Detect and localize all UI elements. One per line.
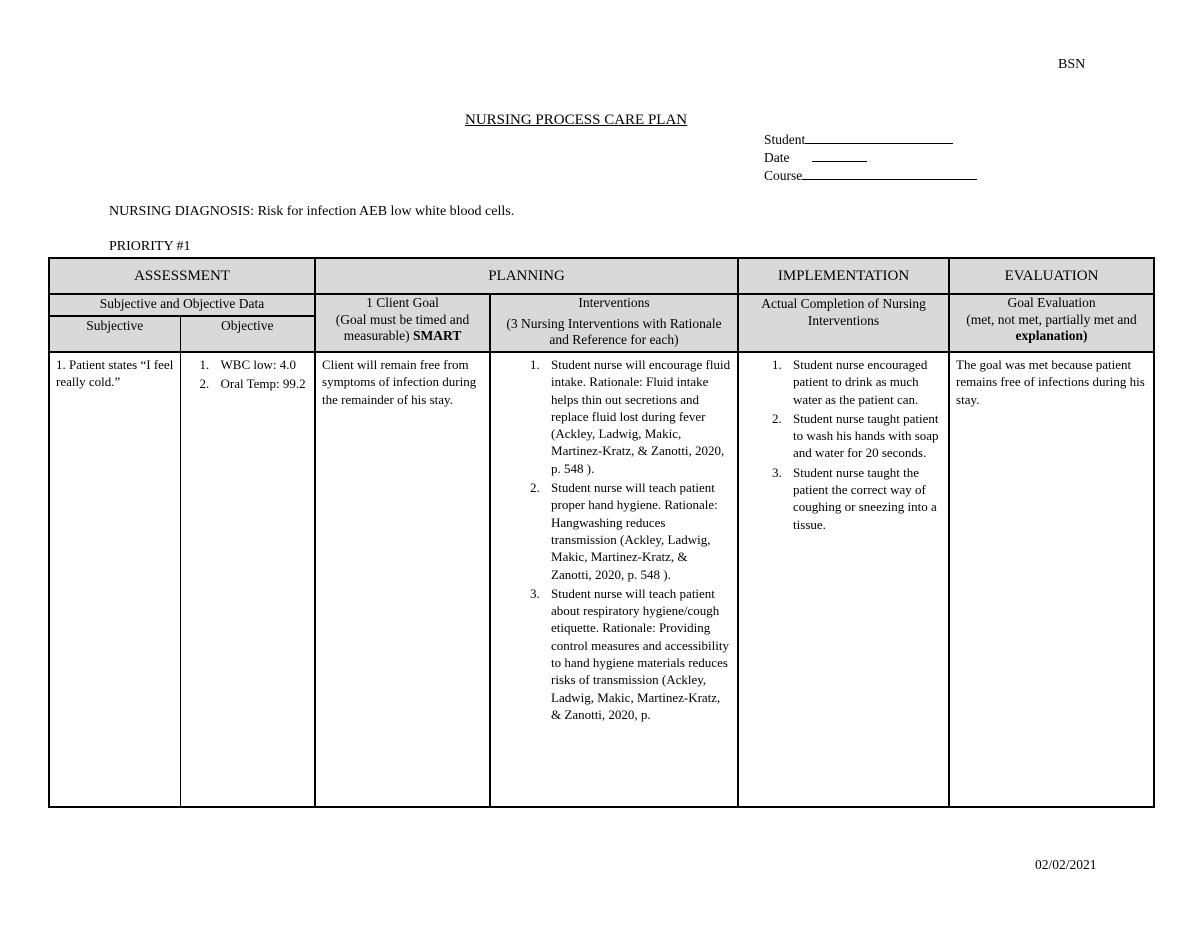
care-plan-table [48,257,1155,808]
objective-header: Objective [180,316,315,352]
implementation-item: 2. Student nurse taught patient to wash his hands with soap and water for 20 seconds. [785,410,942,462]
student-blank[interactable] [805,131,953,144]
evaluation-header: EVALUATION [949,258,1154,294]
intervention-item: 2. Student nurse will teach patient proper hand hygiene. Rationale: Hangwashing reduces transmission (Ackley, Ladwig, Makic, Martinez-Kratz, & Zanotti, 2020, p. 548 ). [543,479,731,583]
student-label: Student [764,132,806,147]
interventions-title: Interventions [578,295,650,310]
goal-cell: Client will remain free from symptoms of infection during the remainder of his stay. [315,352,490,807]
implementation-header: IMPLEMENTATION [738,258,949,294]
student-info-block [764,131,977,185]
course-field [764,167,977,185]
implementation-subheader: Actual Completion of Nursing Interventions [738,294,949,352]
explanation-label: explanation) [1015,328,1088,343]
client-goal-desc [322,312,483,344]
implementation-cell [738,352,949,807]
priority-label: PRIORITY #1 [109,239,191,254]
implementation-item: 1. Student nurse encouraged patient to drink as much water as the patient can. [785,356,942,408]
implementation-item: 3. Student nurse taught the patient the correct way of coughing or sneezing into a tissue. [785,464,942,533]
objective-cell [180,352,315,807]
intervention-item: 3. Student nurse will teach patient about respiratory hygiene/cough etiquette. Rationale: Providing control measures and accessibility to hand hygiene materials reduces risks of transmission (Ackley, Ladwig, Makic, Martinez-Kratz, & Zanotti, 2020, p. [543,585,731,723]
client-goal-title: 1 Client Goal [366,295,439,310]
subheader-row [49,294,1154,316]
implementation-list [745,356,942,533]
subjective-header: Subjective [49,316,180,352]
nursing-diagnosis: NURSING DIAGNOSIS: Risk for infection AEB low white blood cells. [109,204,515,219]
smart-label: SMART [413,328,462,343]
objective-list [187,356,309,393]
interventions-header [490,294,738,352]
objective-item: 2. Oral Temp: 99.2 [213,375,309,392]
date-field [764,149,977,167]
goal-desc-text: (Goal must be timed and measurable) [335,312,470,343]
course-blank[interactable] [802,167,977,180]
interventions-list [503,356,731,723]
subjective-cell: 1. Patient states “I feel really cold.” [49,352,180,807]
program-label: BSN [1058,57,1086,72]
interventions-desc: (3 Nursing Interventions with Rationale and Reference for each) [506,316,722,347]
section-header-row [49,258,1154,294]
goal-evaluation-desc [956,312,1147,344]
evaluation-cell: The goal was met because patient remains free of infections during his stay. [949,352,1154,807]
date-label: Date [764,150,790,165]
date-blank[interactable] [812,149,867,162]
objective-item: 1. WBC low: 4.0 [213,356,309,373]
footer-date: 02/02/2021 [1035,857,1097,872]
assessment-header: ASSESSMENT [49,258,315,294]
client-goal-header [315,294,490,352]
evaluation-desc-text: (met, not met, partially met and [966,312,1137,327]
interventions-cell [490,352,738,807]
intervention-item: 1. Student nurse will encourage fluid intake. Rationale: Fluid intake helps thin out secretions and replace fluid lost during fever (Ackley, Ladwig, Makic, Martinez-Kratz, & Zanotti, 2020, p. 548 ). [543,356,731,477]
student-field [764,131,977,149]
page-title: NURSING PROCESS CARE PLAN [465,112,688,128]
goal-evaluation-title: Goal Evaluation [1007,295,1096,310]
evaluation-subheader [949,294,1154,352]
course-label: Course [764,168,803,183]
care-plan-row [49,352,1154,807]
planning-header: PLANNING [315,258,738,294]
subj-obj-header: Subjective and Objective Data [49,294,315,316]
